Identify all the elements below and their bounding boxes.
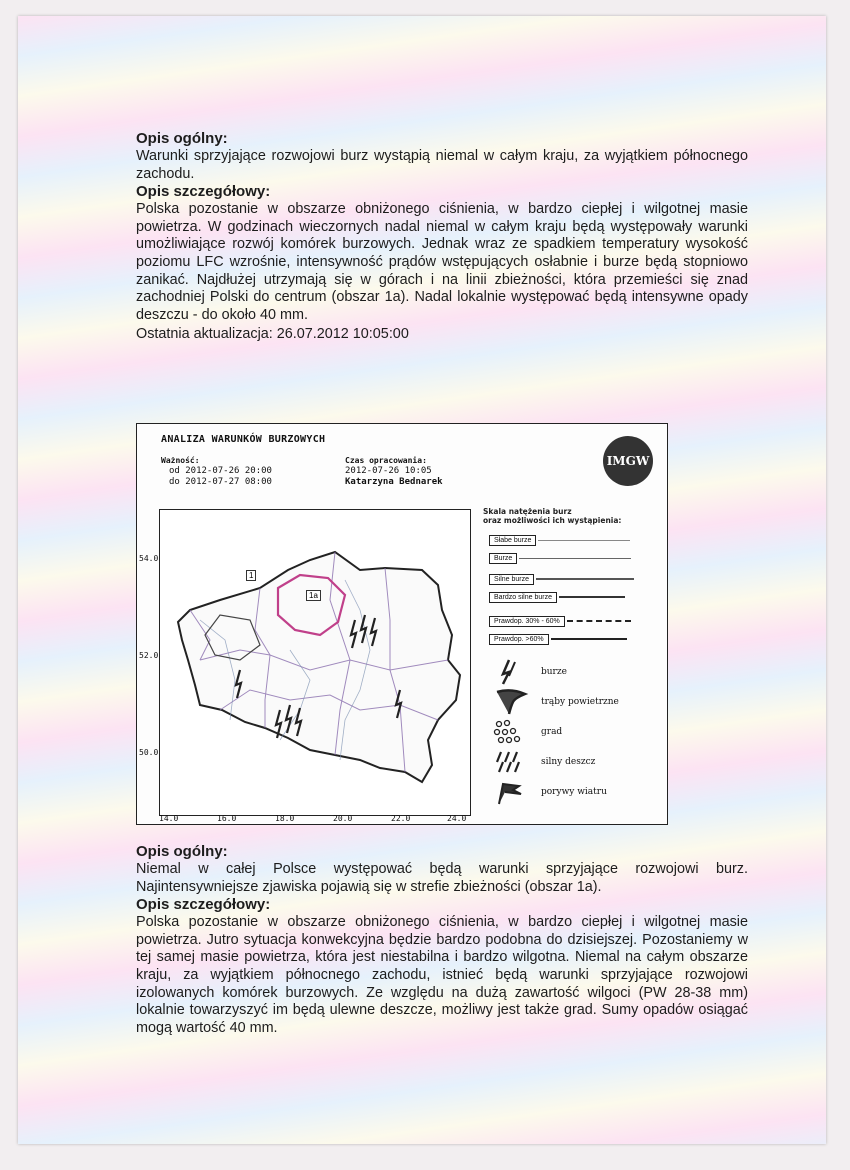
scale-item-storms bbox=[489, 551, 631, 565]
area-label-1a: 1a bbox=[306, 590, 321, 601]
general-heading: Opis ogólny: bbox=[136, 843, 228, 860]
general-heading: Opis ogólny: bbox=[136, 130, 228, 147]
author: Katarzyna Bednarek bbox=[345, 477, 443, 487]
scanned-page bbox=[18, 16, 826, 1144]
hail-icon bbox=[489, 718, 533, 746]
lat-tick: 52.0 bbox=[139, 651, 159, 660]
lon-tick: 20.0 bbox=[333, 814, 353, 823]
scale-line-very-strong bbox=[559, 596, 625, 598]
scale-item-weak bbox=[489, 533, 630, 547]
scale-line-prob-60 bbox=[551, 638, 627, 640]
legend-heavy-rain bbox=[489, 748, 595, 776]
lon-tick: 16.0 bbox=[217, 814, 237, 823]
detail-description: Polska pozostanie w obszarze obniżonego ciśnienia, w bardzo ciepłej i wilgotnej masie powietrza. Jutro sytuacja konwekcyjna będzie bardzo podobna do dzisiejszej. Pozostaniemy w tej samej masie powietrza, która jest niestabilna i bardzo wilgotna. Niemal na całym obszarze kraju, za wyjątkiem północnego zachodu, istnieć będą warunki sprzyjające rozwojowi izolowanych komórek burzowych. Ze względu na dużą zawartość wilgoci (PW 28-38 mm) lokalnie towarzyszyć im będą ulewne deszcze, możliwy jest także grad. Sumy opadów osiągać mogą wartość 40 mm. bbox=[136, 914, 748, 1036]
legend-hail bbox=[489, 718, 562, 746]
scale-line-storms bbox=[519, 558, 631, 559]
validity-from: od 2012-07-26 20:00 bbox=[169, 466, 272, 476]
map-title: ANALIZA WARUNKÓW BURZOWYCH bbox=[161, 434, 326, 445]
validity-label: Ważność: bbox=[161, 456, 200, 465]
map-plot bbox=[159, 509, 471, 816]
general-description: Niemal w całej Polsce występować będą warunki sprzyjające rozwojowi burz. Najintensywniejsze zjawiska pojawią się w strefie zbieżności (obszar 1a). bbox=[136, 861, 748, 895]
wind-gust-icon bbox=[489, 778, 533, 806]
scale-title-line-1: Skala natężenia burz bbox=[483, 507, 572, 516]
prepared-time: 2012-07-26 10:05 bbox=[345, 466, 432, 476]
scale-item-very-strong bbox=[489, 590, 625, 604]
validity-info bbox=[161, 455, 272, 488]
scale-label: Silne burze bbox=[489, 574, 534, 585]
lon-tick: 22.0 bbox=[391, 814, 411, 823]
poland-outline bbox=[178, 552, 460, 782]
lat-tick: 54.0 bbox=[139, 554, 159, 563]
lon-tick: 14.0 bbox=[159, 814, 179, 823]
last-update: Ostatnia aktualizacja: 26.07.2012 10:05:00 bbox=[136, 326, 409, 343]
prepared-info bbox=[345, 455, 443, 488]
poland-map-svg bbox=[160, 510, 470, 815]
scale-line-weak bbox=[538, 540, 630, 541]
prepared-label: Czas opracowania: bbox=[345, 456, 427, 465]
scale-item-prob-60 bbox=[489, 632, 627, 646]
area-label-1: 1 bbox=[246, 570, 256, 581]
detail-description: Polska pozostanie w obszarze obniżonego ciśnienia, w bardzo ciepłej i wilgotnej masie powietrza. W godzinach wieczornych nadal niemal w całym kraju będą występowały warunki umożliwiające rozwój komórek burzowych. Jednak wraz ze spadkiem temperatury wysokość poziomu LFC wzrośnie, intensywność prądów wstępujących osłabnie i burze będą stopniowo zanikać. Najdłużej utrzymają się w górach i na linii zbieżności, która przemieści się znad zachodniej Polski do centrum (obszar 1a). Nadal lokalnie występować będą intensywne opady deszczu - do około 40 mm. bbox=[136, 201, 748, 323]
forecast-section-today bbox=[136, 130, 748, 344]
lat-tick: 50.0 bbox=[139, 748, 159, 757]
scale-label: Prawdop. >60% bbox=[489, 634, 549, 645]
legend-label: porywy wiatru bbox=[541, 787, 607, 797]
lon-tick: 18.0 bbox=[275, 814, 295, 823]
lon-tick: 24.0 bbox=[447, 814, 467, 823]
scale-label: Słabe burze bbox=[489, 535, 536, 546]
detail-heading: Opis szczegółowy: bbox=[136, 896, 271, 914]
storm-analysis-map bbox=[136, 423, 668, 825]
lightning-icon bbox=[489, 658, 533, 686]
validity-to: do 2012-07-27 08:00 bbox=[169, 477, 272, 487]
legend-label: burze bbox=[541, 667, 567, 677]
scale-line-prob-30-60 bbox=[567, 620, 631, 622]
legend-waterspouts bbox=[489, 688, 619, 716]
forecast-section-tomorrow bbox=[136, 843, 748, 1037]
scale-item-prob-30-60 bbox=[489, 614, 631, 628]
legend-storms bbox=[489, 658, 567, 686]
scale-title bbox=[483, 507, 621, 525]
scale-line-strong bbox=[536, 578, 634, 580]
scale-title-line-2: oraz możliwości ich wystąpienia: bbox=[483, 516, 622, 525]
imgw-logo: IMGW bbox=[603, 436, 653, 486]
general-description: Warunki sprzyjające rozwojowi burz wystąpią niemal w całym kraju, za wyjątkiem północnego zachodu. bbox=[136, 148, 748, 182]
legend-label: silny deszcz bbox=[541, 757, 596, 767]
detail-heading: Opis szczegółowy: bbox=[136, 183, 271, 201]
legend-label: grad bbox=[541, 727, 563, 737]
legend-wind-gusts bbox=[489, 778, 607, 806]
legend-label: trąby powietrzne bbox=[541, 697, 619, 707]
waterspout-icon bbox=[489, 688, 533, 716]
scale-label: Burze bbox=[489, 553, 517, 564]
scale-label: Prawdop. 30% - 60% bbox=[489, 616, 565, 627]
scale-label: Bardzo silne burze bbox=[489, 592, 557, 603]
scale-item-strong bbox=[489, 572, 634, 586]
heavy-rain-icon bbox=[489, 748, 533, 776]
